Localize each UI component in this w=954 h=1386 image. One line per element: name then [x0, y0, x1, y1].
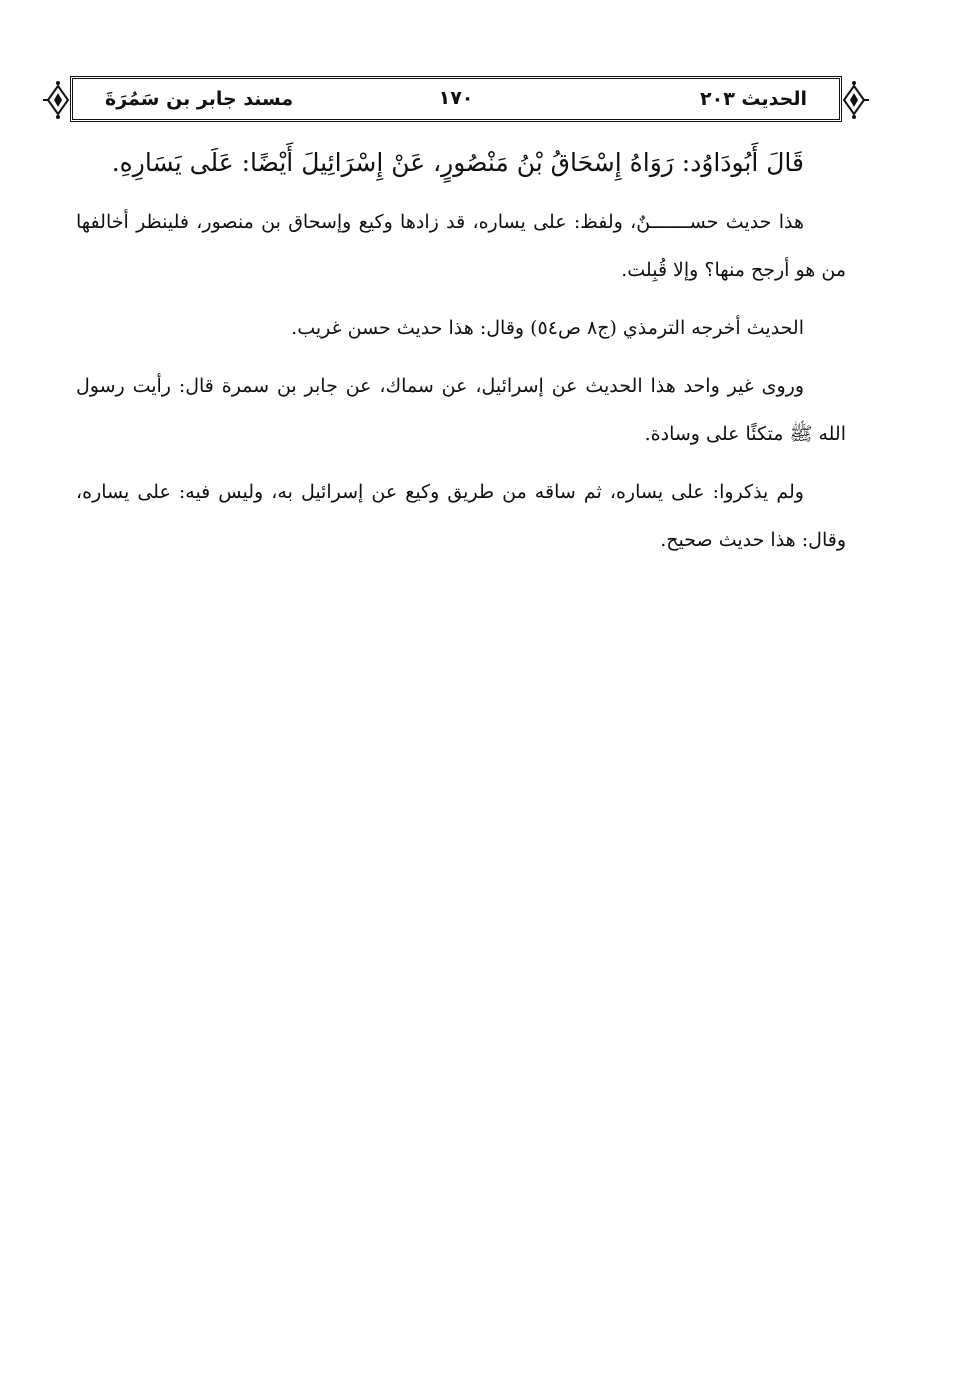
page-number: ١٧٠	[438, 87, 474, 109]
page-body	[76, 140, 846, 574]
paragraph: ولم يذكروا: على يساره، ثم ساقه من طريق وكيع عن إسرائيل به، وليس فيه: على يساره، وقال: هذا حديث صحيح.	[76, 481, 846, 551]
paragraph: الحديث أخرجه الترمذي (ج٨ ص٥٤) وقال: هذا حديث حسن غريب.	[291, 317, 804, 339]
page-header	[70, 76, 842, 122]
header-ornament-right-icon	[842, 80, 870, 120]
paragraph: هذا حديث حســـــــنٌ، ولفظ: على يساره، قد زادها وكيع وإسحاق بن منصور، فلينظر أخالفها من هو أرجح منها؟ وإلا قُبِلت.	[76, 211, 846, 281]
header-ornament-left-icon	[42, 80, 70, 120]
musnad-title: مسند جابر بن سَمُرَةَ	[105, 88, 294, 110]
paragraph: وروى غير واحد هذا الحديث عن إسرائيل، عن سماك، عن جابر بن سمرة قال: رأيت رسول الله ﷺ متكئًا على وسادة.	[76, 375, 846, 445]
hadith-label: الحديث ٢٠٣	[700, 88, 807, 110]
narration-text: قَالَ أَبُودَاوُد: رَوَاهُ إِسْحَاقُ بْنُ مَنْصُورٍ، عَنْ إِسْرَائِيلَ أَيْضًا: عَلَى يَسَارِهِ.	[111, 148, 804, 177]
